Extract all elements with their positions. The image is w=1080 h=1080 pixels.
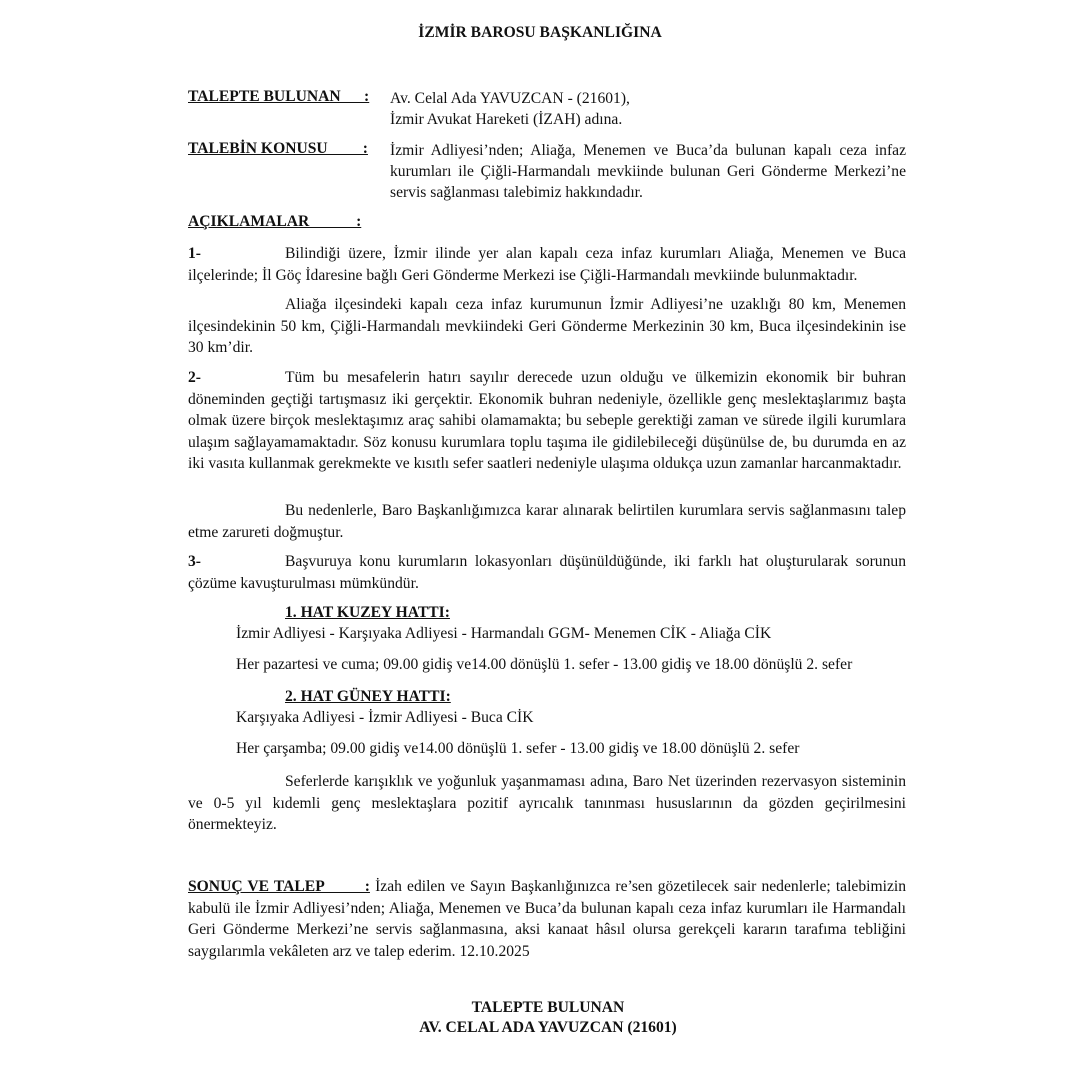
- explanations-label: AÇIKLAMALAR :: [188, 213, 362, 230]
- subject-text: İzmir Adliyesi’nden; Aliağa, Menemen ve Buca’da bulunan kapalı ceza infaz kurumları ile Çiğli-Harmandalı mevkiinde bulunan Geri Gönderme Merkezi’ne servis sağlanması talebimiz hakkındadır.: [390, 142, 906, 201]
- requester-text: [390, 88, 906, 130]
- paragraph-1-text: Bilindiği üzere, İzmir ilinde yer alan kapalı ceza infaz kurumları Aliağa, Menemen ve Buca ilçelerinde; İl Göç İdaresine bağlı Geri Gönderme Merkezi ise Çiğli-Harmandalı mevkiinde bulunmaktadır.: [188, 245, 906, 284]
- requester-label: TALEPTE BULUNAN :: [188, 88, 370, 105]
- paragraph-2b: [188, 500, 906, 543]
- paragraph-2: [188, 367, 906, 475]
- line-1-route: İzmir Adliyesi - Karşıyaka Adliyesi - Harmandalı GGM- Menemen CİK - Aliağa CİK: [236, 625, 772, 642]
- paragraph-4: [188, 771, 906, 836]
- paragraph-2b-text: Bu nedenlerle, Baro Başkanlığımızca karar alınarak belirtilen kurumlara servis sağlanmasını talep etme zarureti doğmuştur.: [188, 502, 906, 541]
- subject-label: TALEBİN KONUSU :: [188, 140, 368, 157]
- signature-line-2: AV. CELAL ADA YAVUZCAN (21601): [419, 1019, 677, 1036]
- line-1-title: 1. HAT KUZEY HATTI:: [285, 604, 450, 621]
- document-title: İZMİR BAROSU BAŞKANLIĞINA: [418, 24, 662, 41]
- paragraph-1-number: 1-: [188, 245, 201, 262]
- requester-section: [188, 88, 906, 130]
- line-2-route: Karşıyaka Adliyesi - İzmir Adliyesi - Buca CİK: [236, 709, 534, 726]
- paragraph-3: [188, 551, 906, 594]
- line-1-schedule: Her pazartesi ve cuma; 09.00 gidiş ve14.00 dönüşlü 1. sefer - 13.00 gidiş ve 18.00 dönüşlü 2. sefer: [236, 656, 853, 673]
- paragraph-1b: [188, 294, 906, 359]
- line-2-schedule: Her çarşamba; 09.00 gidiş ve14.00 dönüşlü 1. sefer - 13.00 gidiş ve 18.00 dönüşlü 2. sefer: [236, 740, 800, 757]
- paragraph-1b-text: Aliağa ilçesindeki kapalı ceza infaz kurumunun İzmir Adliyesi’ne uzaklığı 80 km, Menemen ilçesindekinin 50 km, Çiğli-Harmandalı mevkiindeki Geri Gönderme Merkezinin 30 km, Buca ilçesindekinin ise 30 km’dir.: [188, 296, 906, 356]
- line-2-title: 2. HAT GÜNEY HATTI:: [285, 688, 451, 705]
- conclusion-section: [188, 876, 906, 962]
- conclusion-text: İzah edilen ve Sayın Başkanlığınızca re’sen gözetilecek sair nedenlerle; talebimizin kabulü ile İzmir Adliyesi’nden; Aliağa, Menemen ve Buca’da bulunan kapalı ceza infaz kurumları ile Harmandalı Geri Gönderme Merkezi’ne servis sağlanmasına, aksi kanaat hâsıl olursa gerekçeli kararın tarafıma tebliğini saygılarımla vekâleten arz ve talep ederim. 12.10.2025: [188, 878, 906, 960]
- paragraph-1: [188, 243, 906, 286]
- paragraph-3-number: 3-: [188, 553, 201, 570]
- conclusion-label: SONUÇ VE TALEP :: [188, 878, 370, 895]
- paragraph-2-number: 2-: [188, 369, 201, 386]
- subject-section: [188, 140, 906, 203]
- paragraph-3-text: Başvuruya konu kurumların lokasyonları düşünüldüğünde, iki farklı hat oluşturularak sorunun çözüme kavuşturulması mümkündür.: [188, 553, 906, 592]
- paragraph-2-text: Tüm bu mesafelerin hatırı sayılır derecede uzun olduğu ve ülkemizin ekonomik bir buhran döneminden geçtiği tartışmasız iki gerçektir. Ekonomik buhran nedeniyle, özellikle genç meslektaşlarımız başta olmak üzere birçok meslektaşımız araç sahibi olamamakta; bu sebeple gerektiği zaman ve sürede ilgili kurumlara ulaşım sağlayamamaktadır. Söz konusu kurumlara toplu taşıma ile gidilebileceği düşünülse de, bu durumda en az iki vasıta kullanmak gerekmekte ve kısıtlı sefer saatleri nedeniyle ulaşıma oldukça uzun zamanlar harcanmaktadır.: [188, 369, 906, 472]
- requester-line-1: Av. Celal Ada YAVUZCAN - (21601),: [390, 90, 630, 107]
- signature-line-1: TALEPTE BULUNAN: [471, 999, 625, 1016]
- requester-line-2: İzmir Avukat Hareketi (İZAH) adına.: [390, 111, 623, 128]
- paragraph-4-text: Seferlerde karışıklık ve yoğunluk yaşanmaması adına, Baro Net üzerinden rezervasyon sisteminin ve 0-5 yıl kıdemli genç meslektaşlara pozitif ayrıcalık tanınması hususlarının da gözden geçirilmesini önermekteyiz.: [188, 773, 906, 833]
